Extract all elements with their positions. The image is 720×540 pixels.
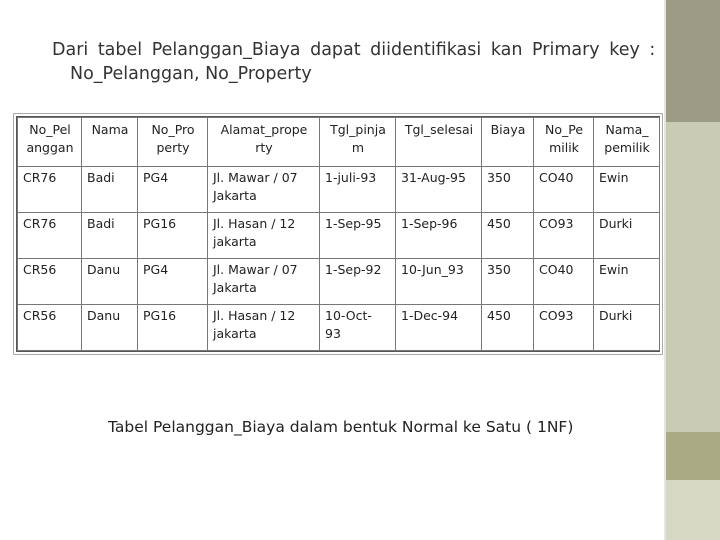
cell-text: PG4 <box>143 170 169 185</box>
cell-text: Ewin <box>599 170 629 185</box>
table-cell <box>82 259 138 305</box>
cell-text: 31-Aug-95 <box>401 170 466 185</box>
table-cell <box>534 305 594 351</box>
cell-text: Tgl_selesai <box>404 122 474 137</box>
cell-text: No_Pel <box>29 122 71 137</box>
table-cell <box>320 259 396 305</box>
cell-text: milik <box>549 140 579 155</box>
column-header <box>534 118 594 167</box>
cell-text: Ewin <box>599 262 629 277</box>
table-cell <box>138 305 208 351</box>
table-cell <box>208 259 320 305</box>
table-cell <box>482 167 534 213</box>
cell-text: CO40 <box>539 170 574 185</box>
table-cell <box>18 213 82 259</box>
cell-text: 450 <box>487 216 511 231</box>
cell-text: 450 <box>487 308 511 323</box>
cell-text: pemilik <box>604 140 650 155</box>
table-cell <box>82 305 138 351</box>
cell-text: Nama_ <box>605 122 649 137</box>
cell-text: perty <box>156 140 190 155</box>
table-cell <box>320 213 396 259</box>
table-cell <box>482 259 534 305</box>
side-bar-segment-bottom <box>666 480 720 540</box>
cell-text: Durki <box>599 308 633 323</box>
pelanggan-biaya-table <box>17 117 660 351</box>
table-row <box>18 213 660 259</box>
cell-text: Alamat_prope <box>220 122 308 137</box>
table-cell <box>534 167 594 213</box>
cell-text: 1-Dec-94 <box>401 308 459 323</box>
table-cell <box>594 305 660 351</box>
table-row <box>18 167 660 213</box>
cell-text: jakarta <box>213 326 257 341</box>
cell-text: Biaya <box>490 122 526 137</box>
column-header <box>594 118 660 167</box>
cell-text: 1-Sep-96 <box>401 216 458 231</box>
cell-text: 350 <box>487 262 511 277</box>
side-bar-segment-accent <box>666 432 720 480</box>
cell-text: 350 <box>487 170 511 185</box>
table-cell <box>482 305 534 351</box>
heading-line-1: Dari tabel Pelanggan_Biaya dapat diidentifikasi kan Primary key : <box>52 40 656 60</box>
column-header <box>396 118 482 167</box>
table-cell <box>320 305 396 351</box>
cell-text: CO93 <box>539 308 574 323</box>
cell-text: CR56 <box>23 262 57 277</box>
table-cell <box>138 213 208 259</box>
cell-text: No_Pro <box>151 122 195 137</box>
table-cell <box>138 167 208 213</box>
table-cell <box>534 259 594 305</box>
table-cell <box>396 305 482 351</box>
cell-text: jakarta <box>213 234 257 249</box>
cell-text: CR76 <box>23 216 57 231</box>
cell-text: PG16 <box>143 308 177 323</box>
cell-text: Jl. Mawar / 07 <box>213 170 298 185</box>
table-cell <box>18 259 82 305</box>
cell-text: CR76 <box>23 170 57 185</box>
table-cell <box>208 167 320 213</box>
cell-text: Jl. Hasan / 12 <box>213 216 296 231</box>
table-cell <box>18 305 82 351</box>
table-cell <box>594 213 660 259</box>
table-frame <box>16 116 660 352</box>
cell-text: Jl. Mawar / 07 <box>213 262 298 277</box>
cell-text: Jl. Hasan / 12 <box>213 308 296 323</box>
column-header <box>320 118 396 167</box>
cell-text: PG16 <box>143 216 177 231</box>
column-header <box>208 118 320 167</box>
column-header <box>138 118 208 167</box>
table-cell <box>18 167 82 213</box>
cell-text: CR56 <box>23 308 57 323</box>
table-cell <box>396 167 482 213</box>
table-header-row <box>18 118 660 167</box>
cell-text: No_Pe <box>544 122 584 137</box>
table-caption: Tabel Pelanggan_Biaya dalam bentuk Normal ke Satu ( 1NF) <box>108 418 574 436</box>
cell-text: Durki <box>599 216 633 231</box>
table-cell <box>594 167 660 213</box>
cell-text: CO40 <box>539 262 574 277</box>
cell-text: 10-Oct- <box>325 308 372 323</box>
cell-text: Badi <box>87 216 115 231</box>
table-cell <box>320 167 396 213</box>
side-bar-segment-middle <box>666 122 720 432</box>
cell-text: Badi <box>87 170 115 185</box>
cell-text: 1-juli-93 <box>325 170 377 185</box>
cell-text: Jakarta <box>213 280 257 295</box>
cell-text: 1-Sep-95 <box>325 216 382 231</box>
table-cell <box>482 213 534 259</box>
table-cell <box>208 305 320 351</box>
table-cell <box>396 213 482 259</box>
cell-text: Danu <box>87 308 121 323</box>
cell-text: 93 <box>325 326 341 341</box>
cell-text: anggan <box>26 140 74 155</box>
cell-text: 1-Sep-92 <box>325 262 382 277</box>
slide-heading <box>52 38 682 86</box>
table-cell <box>138 259 208 305</box>
table-row <box>18 259 660 305</box>
column-header <box>482 118 534 167</box>
table-cell <box>534 213 594 259</box>
cell-text: 10-Jun_93 <box>401 262 464 277</box>
table-cell <box>82 167 138 213</box>
table-cell <box>82 213 138 259</box>
table-row <box>18 305 660 351</box>
table-cell <box>396 259 482 305</box>
table-body <box>18 167 660 351</box>
cell-text: m <box>351 140 365 155</box>
cell-text: Tgl_pinja <box>330 122 386 137</box>
heading-line-2: No_Pelanggan, No_Property <box>70 64 312 84</box>
cell-text: CO93 <box>539 216 574 231</box>
cell-text: rty <box>255 140 273 155</box>
column-header <box>18 118 82 167</box>
cell-text: Nama <box>91 122 129 137</box>
cell-text: PG4 <box>143 262 169 277</box>
table-cell <box>594 259 660 305</box>
cell-text: Jakarta <box>213 188 257 203</box>
table-cell <box>208 213 320 259</box>
column-header <box>82 118 138 167</box>
cell-text: Danu <box>87 262 121 277</box>
